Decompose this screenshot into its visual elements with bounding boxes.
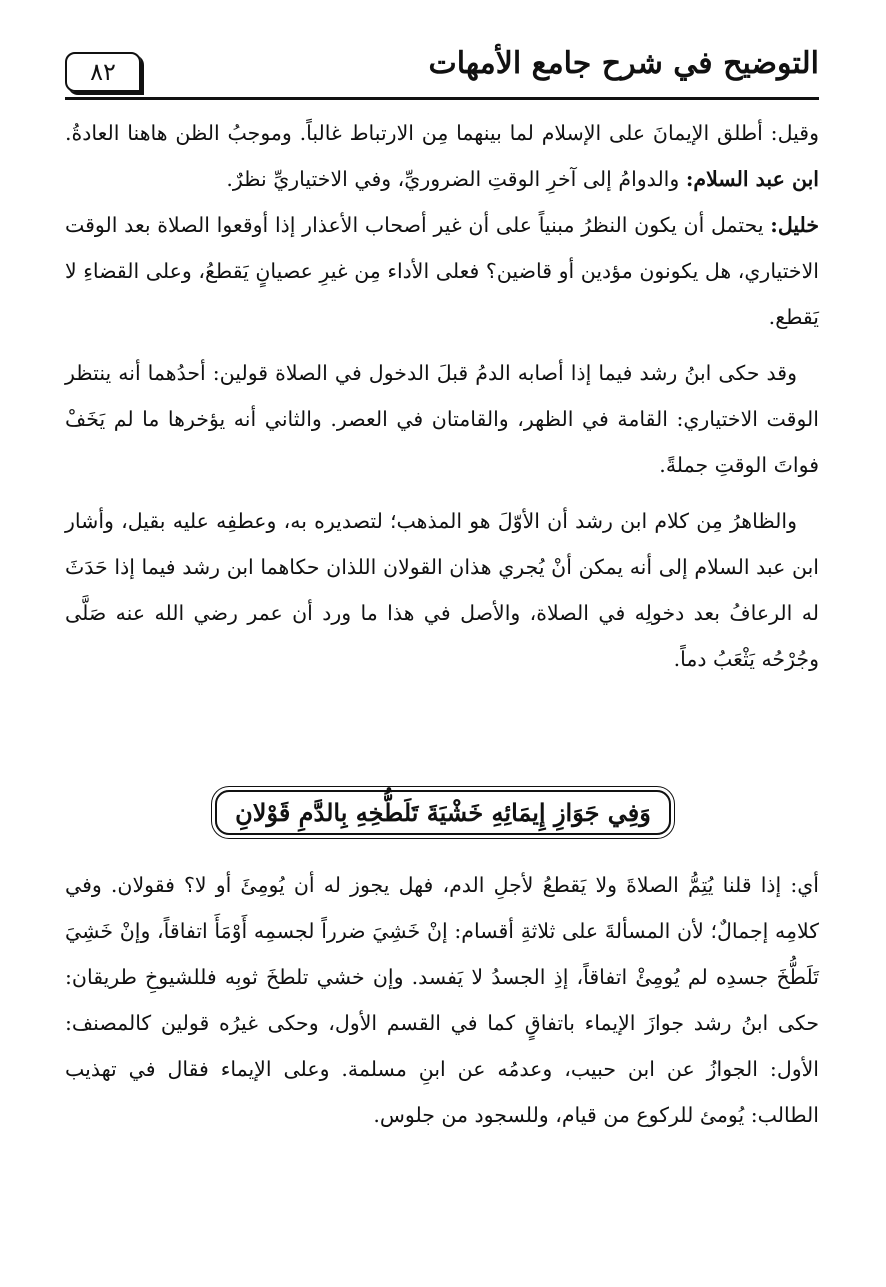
matn-heading-text: وَفِي جَوَازِ إِيمَائِهِ خَشْيَةَ تَلَطُّخِهِ بِالدَّمِ قَوْلانِ (215, 790, 671, 835)
paragraph-text: وقيل: أطلق الإيمانَ على الإسلام لما بينهما مِن الارتباط غالباً. وموجبُ الظن هاهنا العادةُ. (65, 121, 819, 145)
paragraph-text: والدوامُ إلى آخرِ الوقتِ الضروريِّ، وفي الاختياريِّ نظرٌ. (226, 167, 680, 191)
header-divider (65, 97, 819, 100)
paragraph: أي: إذا قلنا يُتِمُّ الصلاةَ ولا يَقطعُ لأجلِ الدم، فهل يجوز له أن يُومِئَ أو لا؟ فقولان. وفي كلامِه إجمالٌ؛ لأن المسألةَ على ثلاثةِ أقسام: إنْ خَشِيَ ضرراً لجسمِه أَوْمَأَ اتفاقاً، وإنْ خَشِيَ تَلَطُّخَ جسدِه لم يُومِئْ اتفاقاً، إذِ الجسدُ لا يَفسد. وإن خشي تلطخَ ثوبِه فللشيوخِ طريقان: حكى ابنُ رشد جوازَ الإيماء باتفاقٍ كما في القسم الأول، وحكى غيرُه قولين كالمصنف: الأول: الجوازُ عن ابن حبيب، وعدمُه عن ابنِ مسلمة. وعلى الإيماء فقال في تهذيب الطالب: يُومئ للركوع من قيام، وللسجود من جلوس. (65, 873, 819, 1127)
section-two (65, 862, 819, 1138)
paragraph (65, 202, 819, 340)
section-one (65, 110, 819, 682)
page-header (65, 40, 819, 100)
paragraph: والظاهرُ مِن كلام ابن رشد أن الأوّلَ هو المذهب؛ لتصديره به، وعطفِه عليه بقيل، وأشار ابن عبد السلام إلى أنه يمكن أنْ يُجري هذان القولان اللذان حكاهما ابن رشد فيما إذا حَدَثَ له الرعافُ بعد دخولِه في الصلاة، والأصل في هذا ما ورد أن عمر رضي الله عنه صَلَّى وجُرْحُه يَثْعَبُ دماً. (65, 509, 819, 671)
quoted-author: خليل: (770, 213, 819, 237)
paragraph-text: يحتمل أن يكون النظرُ مبنياً على أن غير أصحاب الأعذار إذا أوقعوا الصلاة بعد الوقت الاختياري، هل يكونون مؤدين أو قاضين؟ فعلى الأداء مِن غيرِ عصيانٍ يَقطعُ، وعلى القضاءِ لا يَقطع. (65, 213, 819, 329)
matn-heading (0, 790, 886, 835)
book-title: التوضيح في شرح جامع الأمهات (428, 46, 819, 81)
paragraph: وقد حكى ابنُ رشد فيما إذا أصابه الدمُ قبلَ الدخول في الصلاة قولين: أحدُهما أنه ينتظر الوقت الاختياري: القامة في الظهر، والقامتان في العصر. والثاني أنه يؤخرها ما لم يَخَفْ فواتَ الوقتِ جملةً. (65, 361, 819, 477)
page-number: ٨٢ (65, 52, 141, 92)
quoted-author: ابن عبد السلام: (685, 167, 819, 191)
paragraph (65, 110, 819, 202)
